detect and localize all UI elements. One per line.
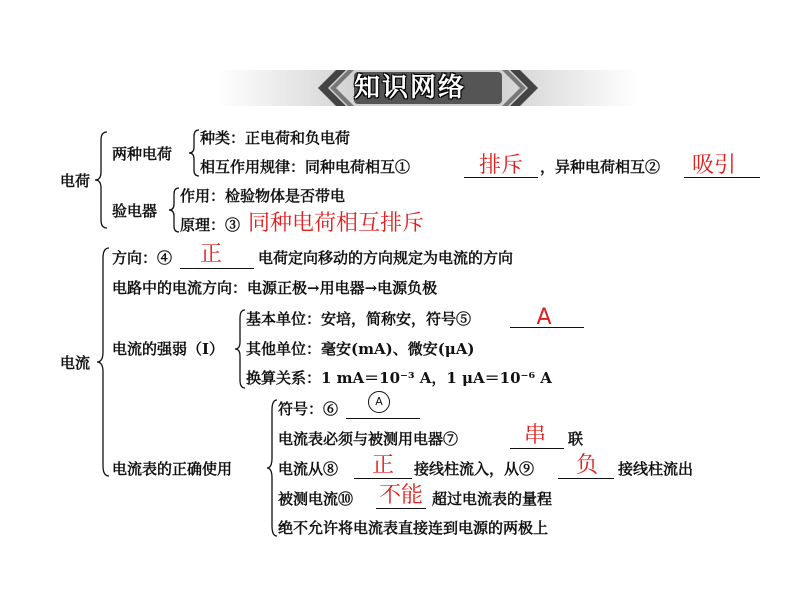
brace-current [96, 246, 110, 478]
brace-electroscope [168, 186, 180, 234]
symbol-prefix: 符号：⑥ [278, 400, 339, 418]
electroscope-use: 作用：检验物体是否带电 [180, 187, 346, 205]
never-rule: 绝不允许将电流表直接连到电源的两极上 [278, 519, 549, 537]
series-suffix: 联 [568, 430, 584, 448]
brace-strength [234, 308, 246, 390]
answer-1: 排斥 [478, 153, 523, 178]
current-root: 电流 [60, 354, 91, 372]
answer-8: 正 [371, 453, 394, 478]
ammeter-use-label: 电流表的正确使用 [112, 460, 233, 478]
direction-suffix: 电荷定向移动的方向规定为电流的方向 [258, 249, 514, 267]
blank-10 [376, 508, 426, 509]
strength-label: 电流的强弱（I） [112, 340, 225, 358]
answer-3: 同种电荷相互排斥 [248, 211, 425, 236]
range-prefix: 被测电流⑩ [278, 490, 354, 508]
electroscope-label: 验电器 [112, 202, 158, 220]
circuit-direction: 电路中的电流方向：电源正极→用电器→电源负极 [112, 279, 438, 297]
law-prefix: 相互作用规律：同种电荷相互① [200, 158, 411, 176]
two-kinds-label: 两种电荷 [112, 145, 173, 163]
answer-9: 负 [575, 453, 598, 478]
electroscope-principle: 原理：③ [180, 216, 241, 234]
answer-2: 吸引 [691, 153, 736, 178]
series-prefix: 电流表必须与被测用电器⑦ [278, 430, 459, 448]
banner-title: 知识网络 [353, 73, 466, 103]
flow-mid: 接线柱流入，从⑨ [414, 460, 535, 478]
blank-8 [354, 478, 412, 479]
answer-4: 正 [199, 242, 222, 267]
answer-5: A [536, 305, 552, 330]
range-suffix: 超过电流表的量程 [432, 490, 553, 508]
brace-charge [94, 130, 108, 230]
flow-suffix: 接线柱流出 [618, 460, 694, 478]
basic-unit: 基本单位：安培，简称安，符号⑤ [246, 310, 472, 328]
ammeter-symbol: A [368, 391, 390, 413]
blank-9 [558, 478, 614, 479]
other-units: 其他单位：毫安(mA)、微安(μA) [246, 340, 475, 358]
blank-7 [510, 448, 564, 449]
blank-4 [180, 268, 254, 269]
law-mid: ，异种电荷相互② [540, 158, 661, 176]
blank-6 [346, 418, 420, 419]
direction-prefix: 方向：④ [112, 249, 173, 267]
brace-two-kinds [188, 128, 200, 178]
flow-prefix: 电流从⑧ [278, 460, 339, 478]
charge-root: 电荷 [60, 172, 91, 190]
brace-ammeter [266, 398, 278, 538]
answer-7: 串 [523, 423, 546, 448]
answer-10: 不能 [378, 483, 423, 508]
charge-kinds: 种类：正电荷和负电荷 [200, 129, 351, 147]
conversion: 换算关系：1 mA＝10⁻³ A，1 μA＝10⁻⁶ A [246, 369, 552, 387]
